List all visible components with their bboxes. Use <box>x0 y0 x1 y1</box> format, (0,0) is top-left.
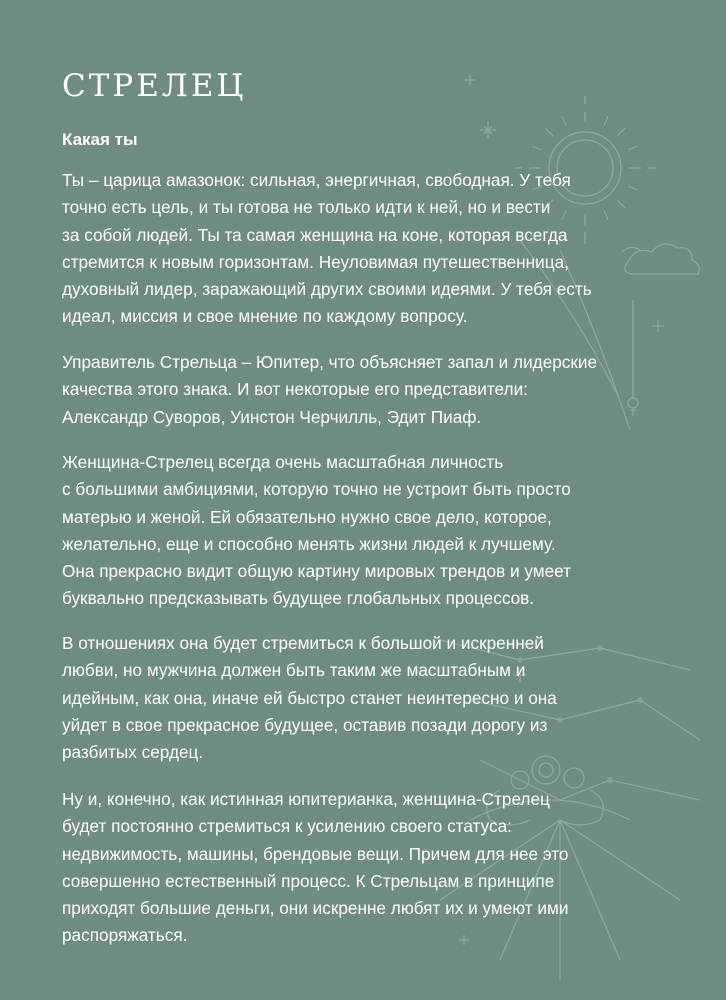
paragraph <box>62 349 642 431</box>
text-line: распоряжаться. <box>62 925 188 946</box>
text-line: разбитых сердец. <box>62 742 204 763</box>
text-line: матерью и женой. Ей обязательно нужно свое дело, которое, <box>62 506 552 527</box>
paragraph <box>62 630 642 766</box>
paragraph <box>62 449 642 613</box>
text-line: идейным, как она, иначе ей быстро станет неинтересно и она <box>62 687 557 708</box>
text-line: буквально предсказывать будущее глобальных процессов. <box>62 588 535 609</box>
text-line: любви, но мужчина должен быть таким же масштабным и <box>62 660 526 681</box>
text-line: совершенно естественный процесс. К Стрельцам в принципе <box>62 870 555 891</box>
text-line: качества этого знака. И вот некоторые его представители: <box>62 379 528 400</box>
text-line: приходят большие деньги, они искренне любят их и умеют ими <box>62 898 569 919</box>
text-line: с большими амбициями, которую точно не устроит быть просто <box>62 479 571 500</box>
text-line: желательно, еще и способно менять жизни людей к лучшему. <box>62 533 556 554</box>
text-line: недвижимость, машины, брендовые вещи. Причем для нее это <box>62 843 569 864</box>
text-line: за собой людей. Ты та самая женщина на коне, которая всегда <box>62 224 568 245</box>
text-line: Ну и, конечно, как истинная юпитерианка, женщина-Стрелец <box>62 789 550 809</box>
text-line: будет постоянно стремиться к усилению своего статуса: <box>62 816 512 837</box>
text-line: Управитель Стрельца – Юпитер, что объясняет запал и лидерские <box>62 352 598 372</box>
text-line: Она прекрасно видит общую картину мировых трендов и умеет <box>62 561 572 582</box>
page-title: СТРЕЛЕЦ <box>62 68 247 104</box>
paragraph <box>62 786 642 950</box>
section-heading: Какая ты <box>62 130 138 149</box>
text-line: духовный лидер, заражающий других своими идеями. У тебя есть <box>62 279 592 300</box>
text-line: В отношениях она будет стремиться к большой и искренней <box>62 633 544 653</box>
text-line: Женщина-Стрелец всегда очень масштабная личность <box>62 452 504 472</box>
paragraph <box>62 167 642 331</box>
text-line: Ты – царица амазонок: сильная, энергичная, свободная. У тебя <box>62 170 571 190</box>
text-line: точно есть цель, и ты готова не только идти к ней, но и вести <box>62 197 551 218</box>
text-line: идеал, миссия и свое мнение по каждому вопросу. <box>62 306 468 327</box>
text-line: Александр Суворов, Уинстон Черчилль, Эдит Пиаф. <box>62 406 482 427</box>
text-line: уйдет в свое прекрасное будущее, оставив позади дорогу из <box>62 714 548 735</box>
text-line: стремится к новым горизонтам. Неуловимая путешественница, <box>62 251 569 272</box>
